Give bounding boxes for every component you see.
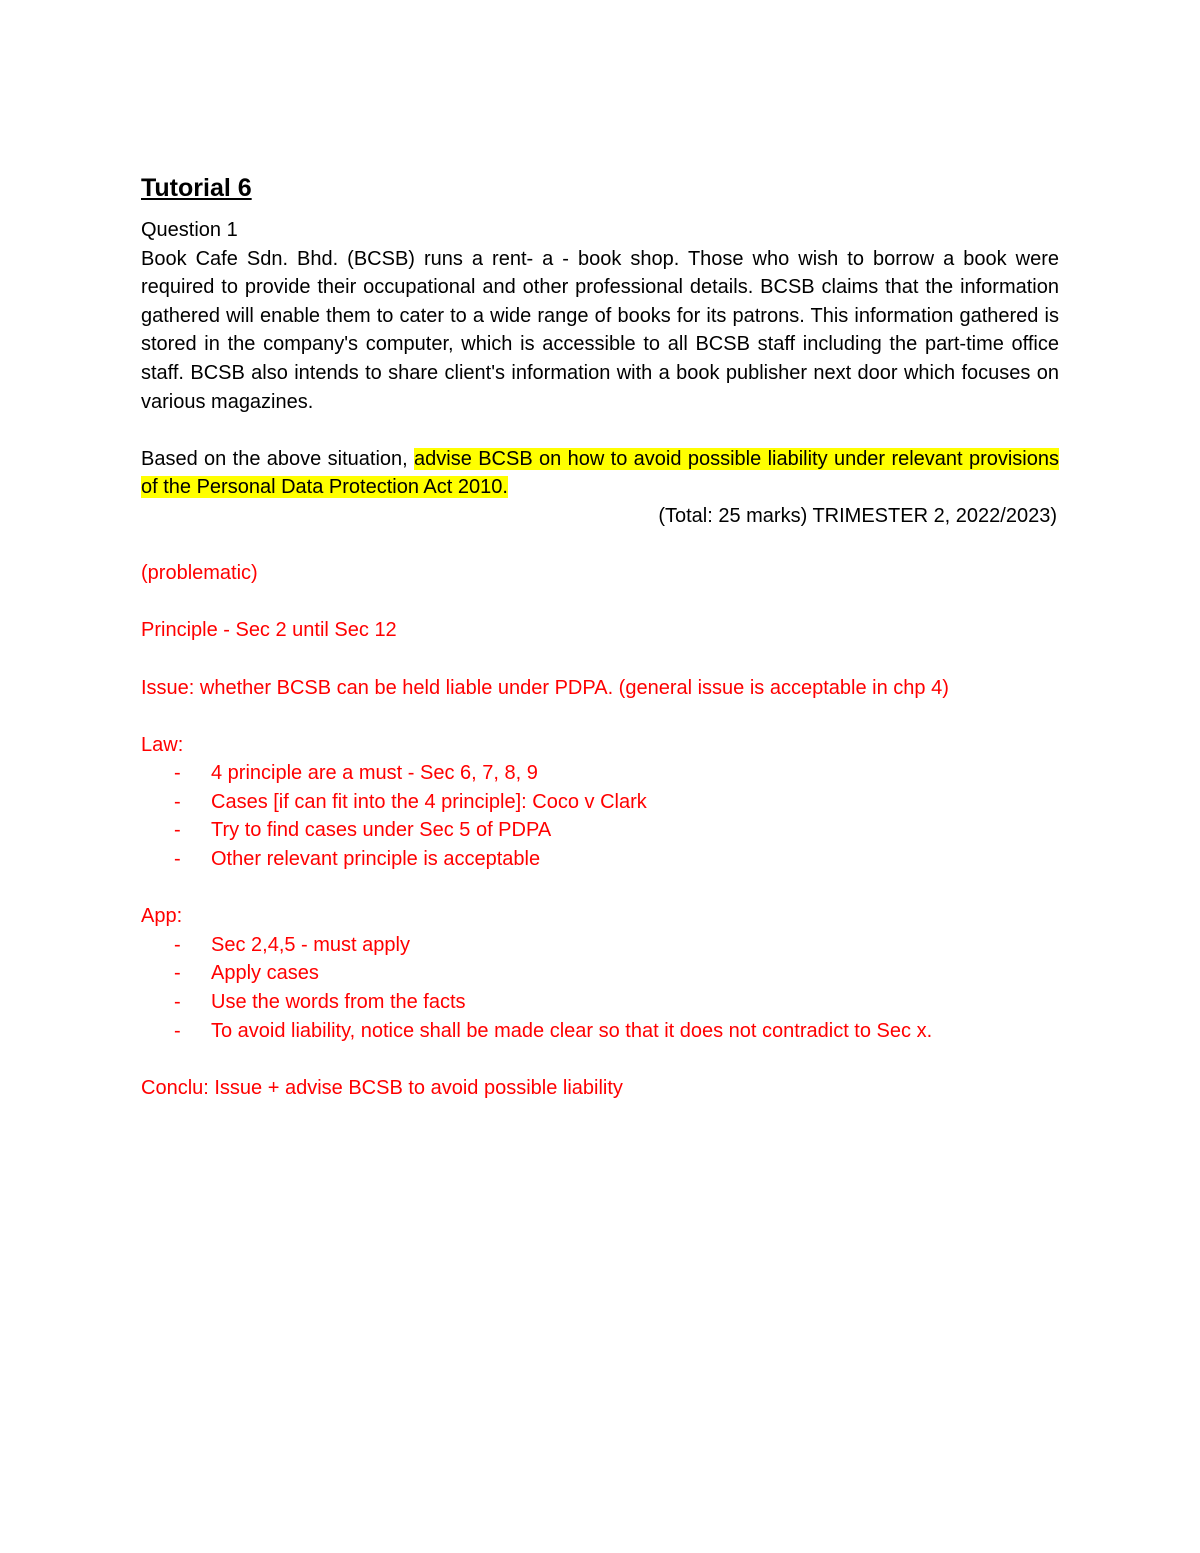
spacer [141,588,1059,617]
list-item-text: Try to find cases under Sec 5 of PDPA [211,819,552,842]
list-item-text: 4 principle are a must - Sec 6, 7, 8, 9 [211,762,538,785]
task-prefix: Based on the above situation, [141,447,415,470]
dash-marker: - [174,819,181,842]
list-item [141,759,1059,788]
list-item-text: Other relevant principle is acceptable [211,848,541,871]
spacer [141,702,1059,731]
dash-marker: - [174,848,181,871]
total-marks: (Total: 25 marks) TRIMESTER 2, 2022/2023) [658,504,1057,527]
task-statement [141,445,1059,502]
issue-note: Issue: whether BCSB can be held liable under PDPA. (general issue is acceptable in chp 4) [141,676,949,699]
list-item [141,1017,1059,1046]
task-highlight-text: advise BCSB on how to avoid possible liability under relevant provisions of the Personal Data Protection Act 2010 [141,447,1059,499]
dash-marker: - [174,1019,181,1042]
dash-marker: - [174,962,181,985]
dash-marker: - [174,762,181,785]
dash-marker: - [174,790,181,813]
document-page [141,170,1059,1102]
list-item-text: Apply cases [211,962,319,985]
list-item-text: Sec 2,4,5 - must apply [211,933,410,956]
law-heading: Law: [141,733,184,756]
app-list [141,931,1059,1045]
principle-note: Principle - Sec 2 until Sec 12 [141,619,397,642]
question-text: Book Cafe Sdn. Bhd. (BCSB) runs a rent- a - book shop. Those who wish to borrow a book were required to provide their occupational and other professional details. BCSB claims that the information gathered will enable them to cater to a wide range of books for its patrons. This information gathered is stored in the company's computer, which is accessible to all BCSB staff including the part-time office staff. BCSB also intends to share client's information with a book publisher next door which focuses on various magazines. [141,247,1059,413]
app-heading: App: [141,905,183,928]
tutorial-title: Tutorial 6 [141,174,252,202]
dash-marker: - [174,991,181,1014]
list-item [141,788,1059,817]
spacer [141,531,1059,560]
list-item [141,845,1059,874]
list-item [141,931,1059,960]
spacer [141,416,1059,445]
spacer [141,874,1059,903]
task-suffix: . [502,476,508,499]
list-item-text: Use the words from the facts [211,991,466,1014]
dash-marker: - [174,933,181,956]
list-item-text: Cases [if can fit into the 4 principle]: Coco v Clark [211,790,647,813]
list-item [141,988,1059,1017]
list-item-text: To avoid liability, notice shall be made clear so that it does not contradict to Sec x. [211,1019,933,1042]
question-label: Question 1 [141,219,238,241]
answer-type: (problematic) [141,562,258,585]
list-item [141,959,1059,988]
law-list [141,759,1059,873]
spacer [141,645,1059,674]
spacer [141,1045,1059,1074]
list-item [141,816,1059,845]
conclusion-note: Conclu: Issue + advise BCSB to avoid possible liability [141,1076,623,1099]
